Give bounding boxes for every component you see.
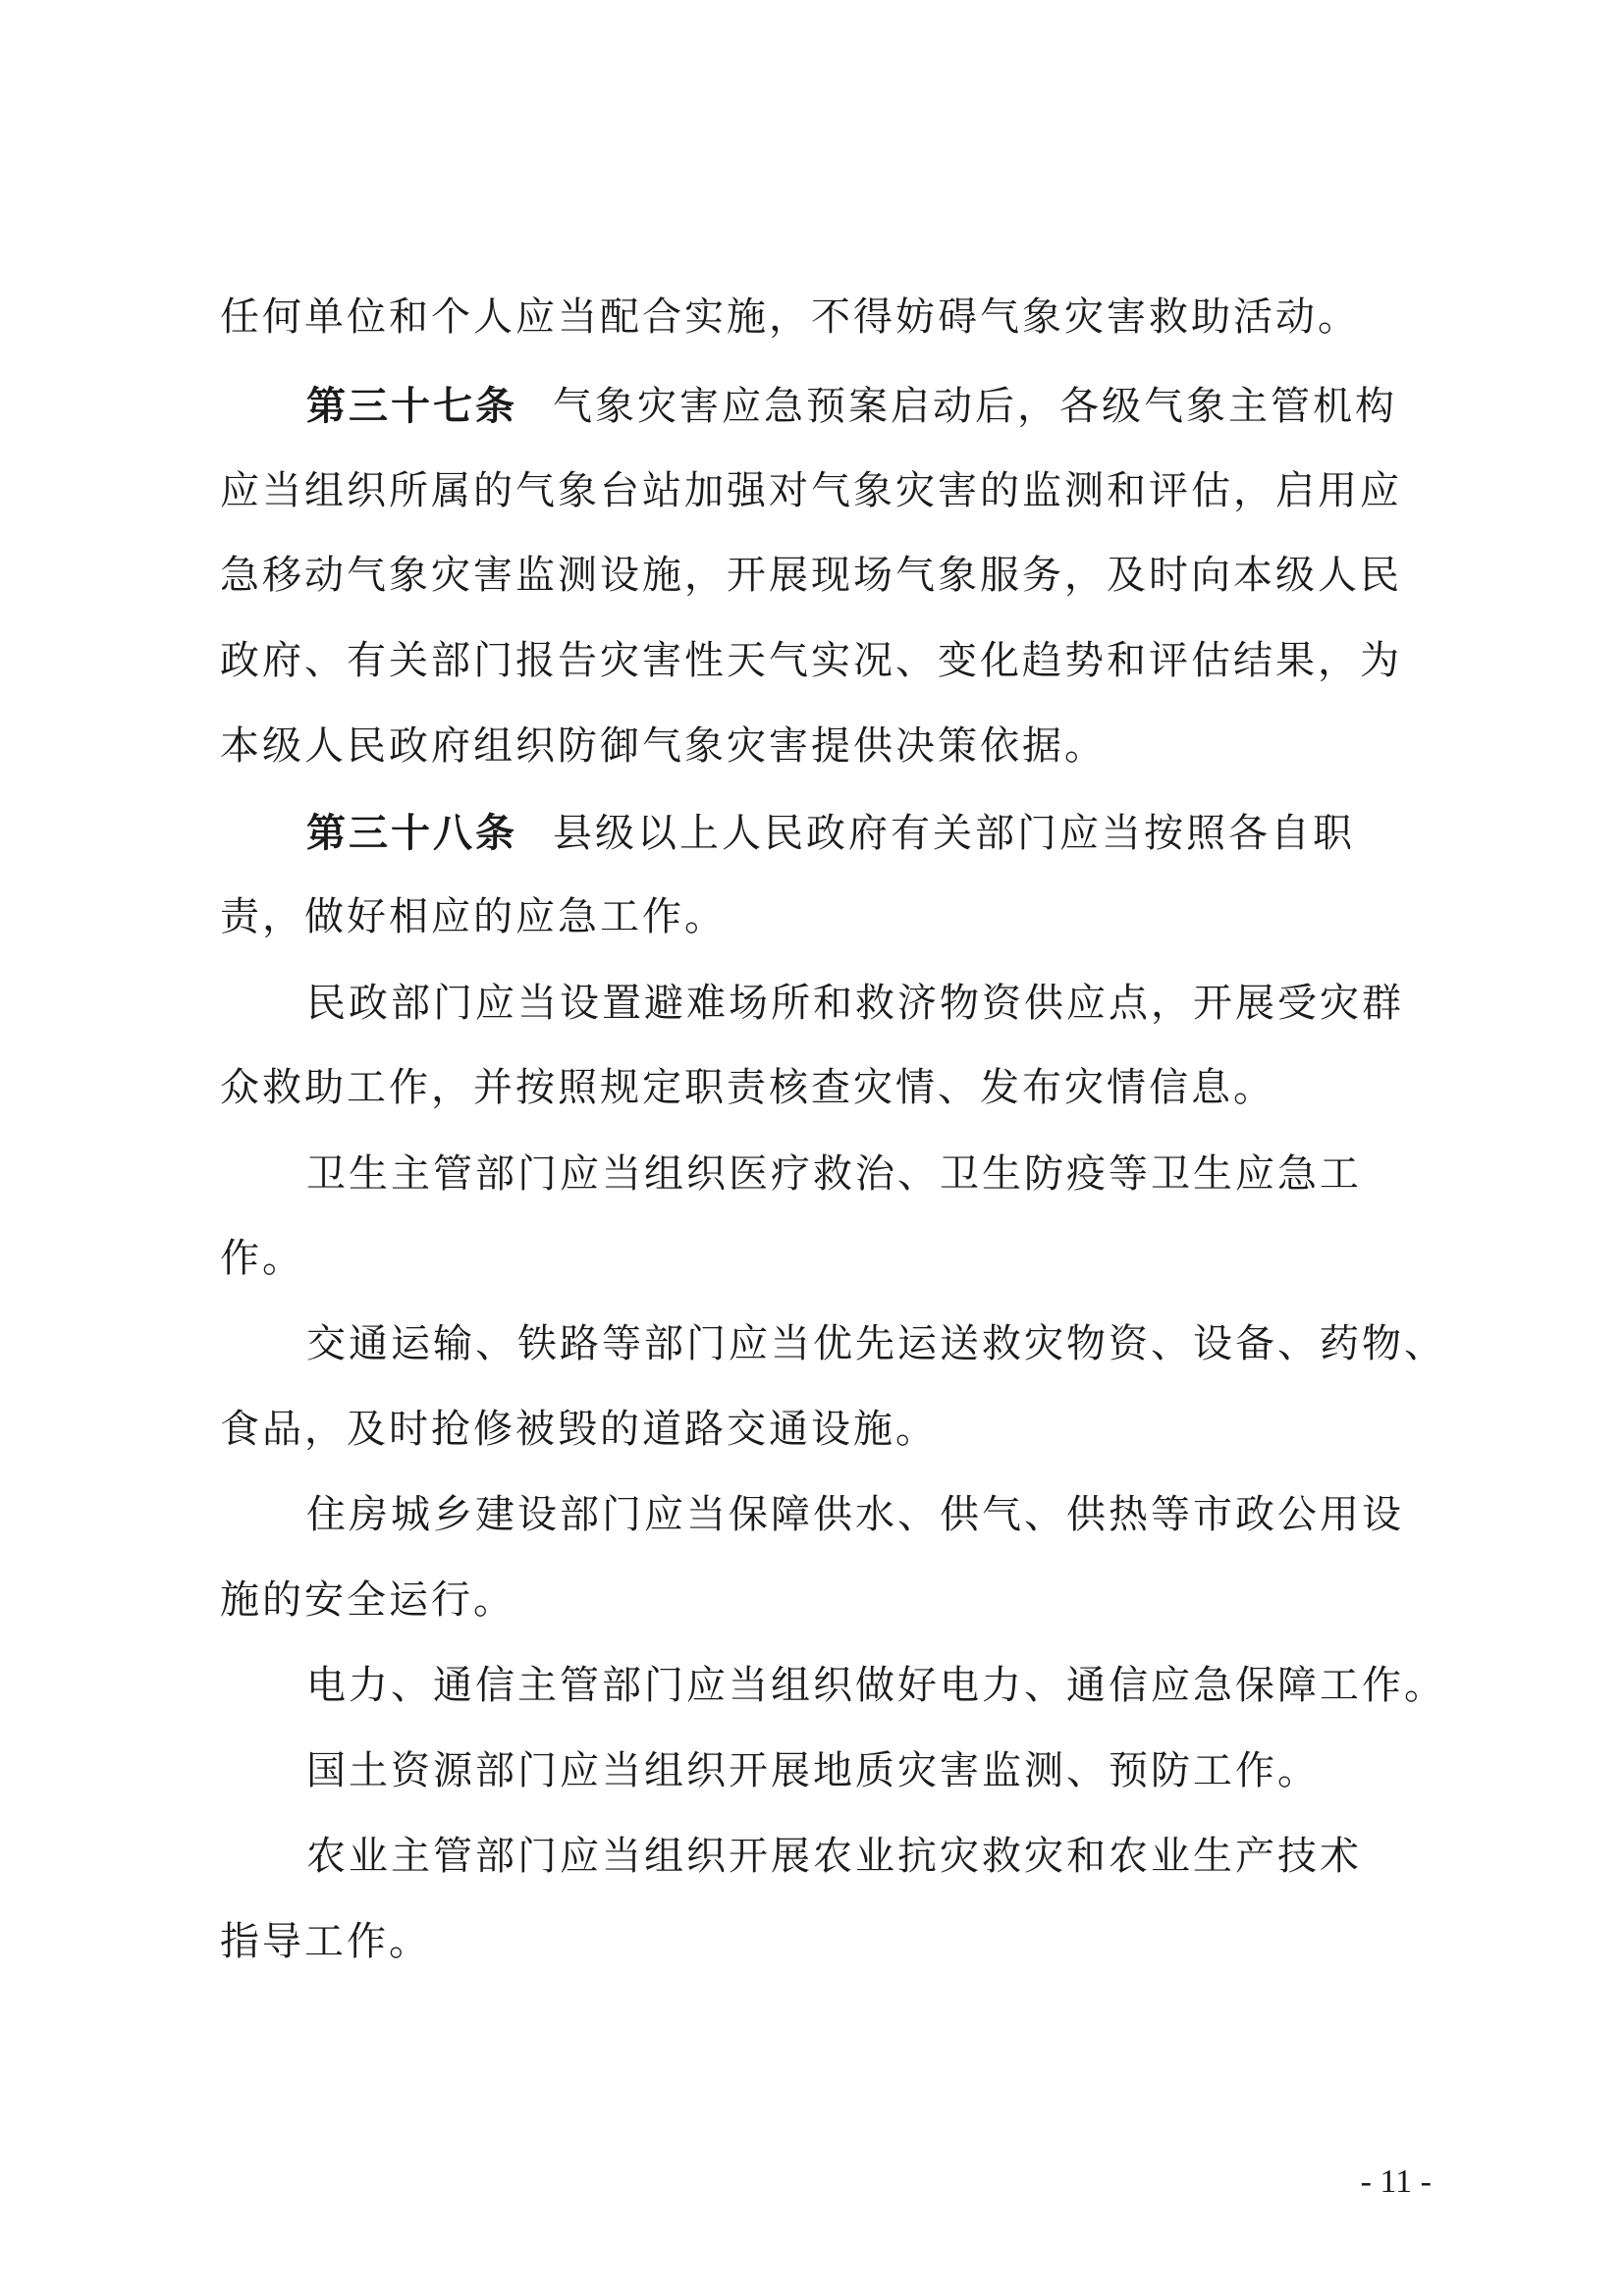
article-number: 第三十七条 [306,383,517,429]
text-line: 食品，及时抢修被毁的道路交通设施。 [220,1407,938,1452]
text-line: 住房城乡建设部门应当保障供水、供气、供热等市政公用设 [306,1492,1404,1537]
text-line: 民政部门应当设置避难场所和救济物资供应点，开展受灾群 [306,981,1404,1026]
text-line: 交通运输、铁路等部门应当优先运送救灾物资、设备、药物、 [306,1321,1446,1366]
text-line: 电力、通信主管部门应当组织做好电力、通信应急保障工作。 [306,1663,1446,1708]
article-heading-line: 第三十八条 县级以上人民政府有关部门应当按照各自职 [306,810,1355,856]
text-line: 责，做好相应的应急工作。 [220,894,727,939]
text-line: 国土资源部门应当组织开展地质灾害监测、预防工作。 [306,1748,1320,1793]
text-line: 施的安全运行。 [220,1577,515,1623]
text-line: 作。 [220,1236,304,1281]
text-line: 众救助工作，并按照规定职责核查灾情、发布灾情信息。 [220,1065,1275,1110]
article-heading-line: 第三十七条 气象灾害应急预案启动后，各级气象主管机构 [306,383,1397,429]
text-line: 农业主管部门应当组织开展农业抗灾救灾和农业生产技术 [306,1834,1362,1879]
text-line: 任何单位和个人应当配合实施，不得妨碍气象灾害救助活动。 [220,294,1360,340]
text-line: 本级人民政府组织防御气象灾害提供决策依据。 [220,723,1107,769]
text-line: 政府、有关部门报告灾害性天气实况、变化趋势和评估结果，为 [220,638,1402,683]
article-number: 第三十八条 [306,810,517,856]
page-number: - 11 - [1360,2163,1432,2200]
text-line: 指导工作。 [220,1919,431,1964]
text-line: 卫生主管部门应当组织医疗救治、卫生防疫等卫生应急工 [306,1151,1362,1197]
text-line: 急移动气象灾害监测设施，开展现场气象服务，及时向本级人民 [220,553,1402,598]
text-line: 应当组织所属的气象台站加强对气象灾害的监测和评估，启用应 [220,468,1402,513]
